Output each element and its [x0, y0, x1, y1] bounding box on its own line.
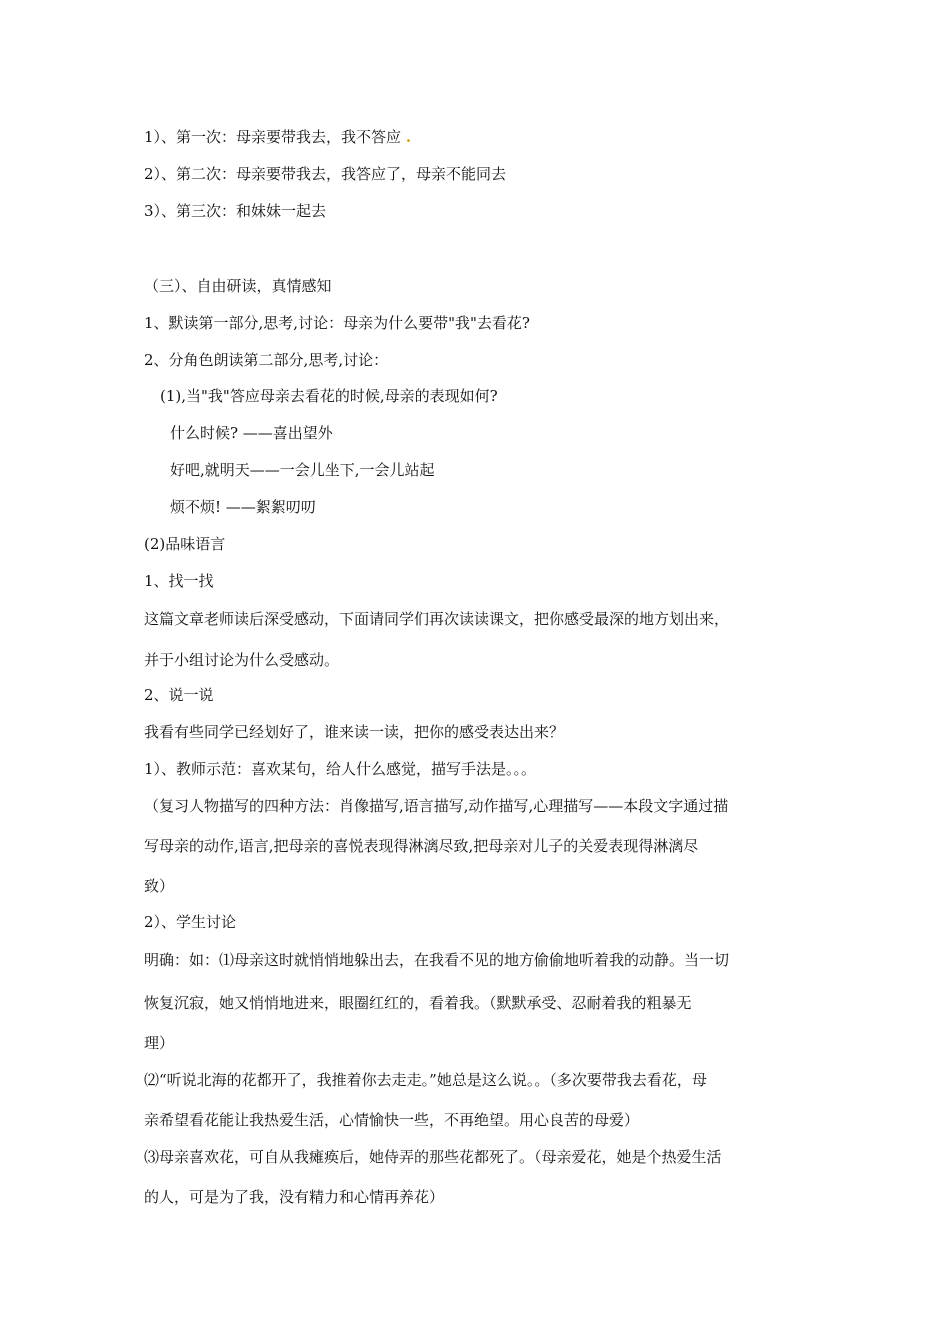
text-line: 明确：如：⑴母亲这时就悄悄地躲出去，在我看不见的地方偷偷地听着我的动静。当一切: [144, 951, 730, 969]
text-line: ⑶母亲喜欢花，可自从我瘫痪后，她侍弄的那些花都死了。（母亲爱花，她是个热爱生活: [144, 1148, 722, 1166]
text-line: 2）、第二次：母亲要带我去，我答应了，母亲不能同去: [144, 165, 507, 183]
text-line: 1、默读第一部分,思考,讨论：母亲为什么要带"我"去看花?: [144, 314, 530, 332]
text-line: 2）、学生讨论: [144, 913, 237, 931]
text-line: 2、分角色朗读第二部分,思考,讨论：: [144, 351, 389, 369]
subsection-heading: (2)品味语言: [144, 535, 226, 553]
text-line: 1）、教师示范：喜欢某句，给人什么感觉，描写手法是。。。: [144, 760, 537, 778]
text-line: ⑵“听说北海的花都开了，我推着你去走走。”她总是这么说。。（多次要带我去看花，母: [144, 1071, 707, 1089]
text-line: 什么时候? ——喜出望外: [170, 424, 333, 442]
text-line: （复习人物描写的四种方法：肖像描写,语言描写,动作描写,心理描写——本段文字通过描: [144, 797, 729, 815]
text-line: 写母亲的动作,语言,把母亲的喜悦表现得淋漓尽致,把母亲对儿子的关爱表现得淋漓尽: [144, 837, 699, 855]
text-line: 好吧,就明天——一会儿坐下,一会儿站起: [170, 461, 435, 479]
text-line: 致）: [144, 877, 175, 895]
text-line: 并于小组讨论为什么受感动。: [144, 651, 340, 669]
text-line: 这篇文章老师读后深受感动，下面请同学们再次读读课文，把你感受最深的地方划出来，: [144, 610, 730, 628]
text-line: 烦不烦! ——絮絮叨叨: [170, 498, 316, 516]
mark-dot: .: [405, 128, 412, 146]
section-heading: （三）、自由研读，真情感知: [144, 277, 332, 295]
text-line: 亲希望看花能让我热爱生活，心情愉快一些，不再绝望。用心良苦的母爱）: [144, 1111, 640, 1129]
text-line: 1）、第一次：母亲要带我去，我不答应 .: [144, 128, 412, 146]
text-line: 1、找一找: [144, 572, 214, 590]
text-line: 2、说一说: [144, 686, 214, 704]
text-line: 理）: [144, 1034, 175, 1052]
text-line: 的人，可是为了我，没有精力和心情再养花）: [144, 1188, 445, 1206]
text-line: 3）、第三次：和妹妹一起去: [144, 202, 327, 220]
text-line: 我看有些同学已经划好了，谁来读一读，把你的感受表达出来？: [144, 723, 565, 741]
text-line: (1),当"我"答应母亲去看花的时候,母亲的表现如何?: [160, 387, 498, 405]
text-line: 恢复沉寂，她又悄悄地进来，眼圈红红的，看着我。（默默承受、忍耐着我的粗暴无: [144, 994, 692, 1012]
